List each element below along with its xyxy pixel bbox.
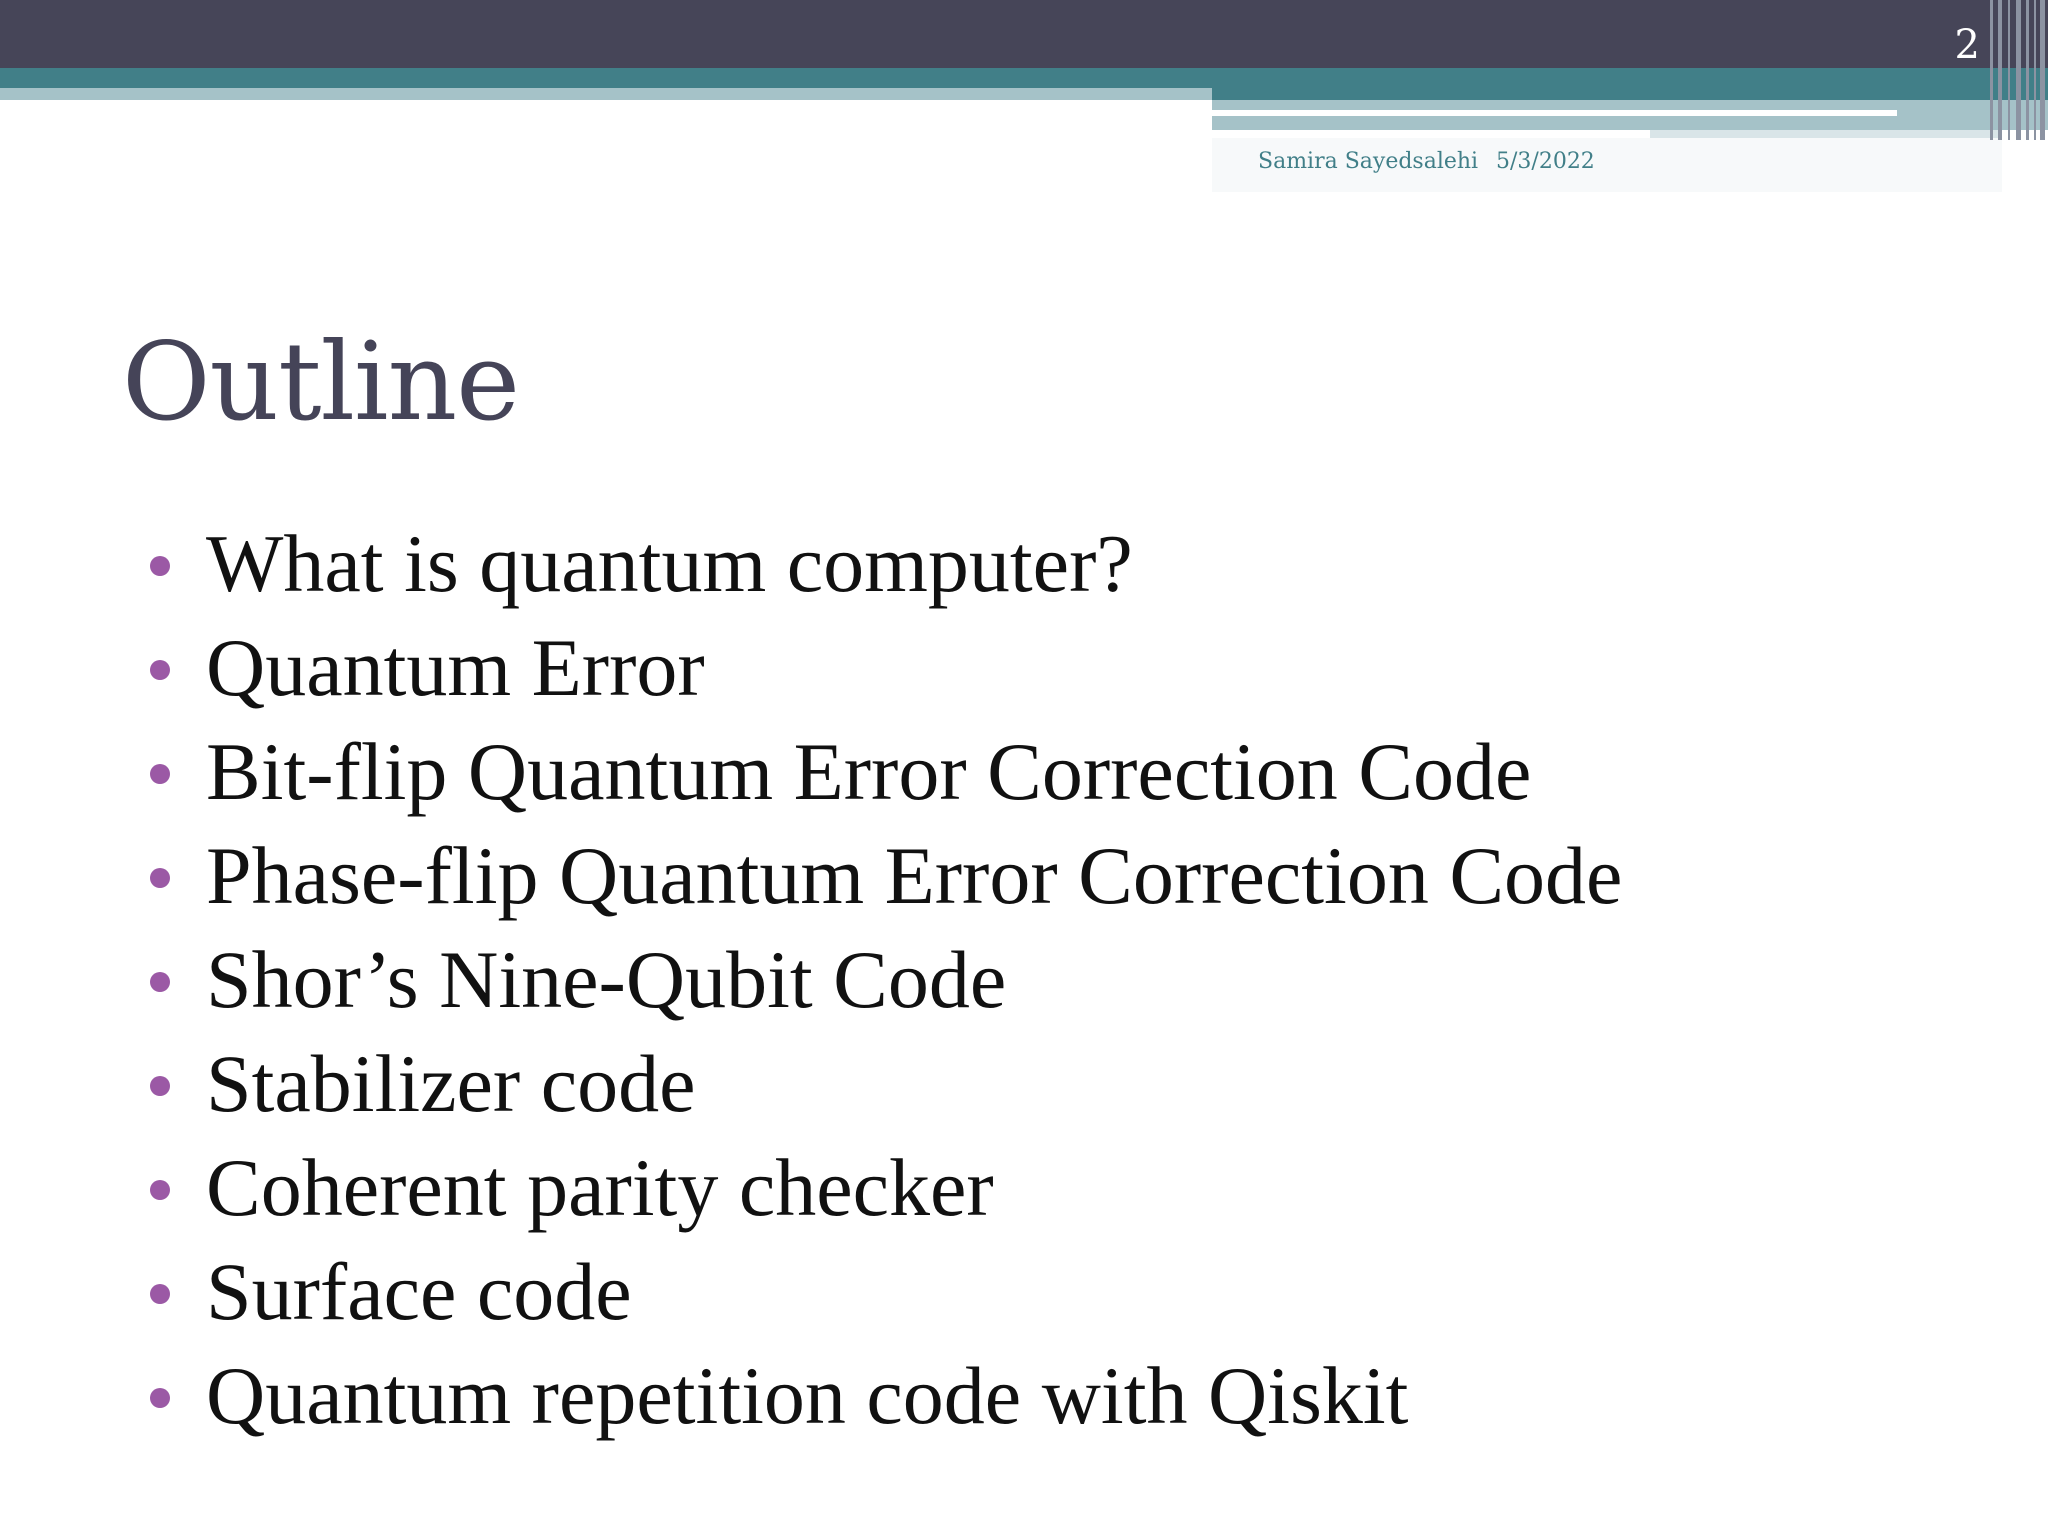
header-dark-band [0, 0, 2048, 68]
bullet-text: Surface code [206, 1246, 632, 1337]
bullet-dot-icon [150, 1388, 170, 1408]
slide-number: 2 [1954, 22, 1980, 68]
footer-date: 5/3/2022 [1496, 149, 1595, 174]
header-notch [1650, 130, 2000, 138]
header-vertical-stripes [1986, 0, 2048, 140]
bullet-text: Bit-flip Quantum Error Correction Code [206, 726, 1532, 817]
bullet-text: Quantum Error [206, 622, 705, 713]
footer-author: Samira Sayedsalehi [1258, 149, 1479, 174]
bullet-dot-icon [150, 660, 170, 680]
bullet-text: Quantum repetition code with Qiskit [206, 1350, 1409, 1441]
bullet-dot-icon [150, 764, 170, 784]
bullet-text: What is quantum computer? [206, 518, 1133, 609]
bullet-dot-icon [150, 868, 170, 888]
header-white-accent-line [1212, 110, 1897, 116]
bullet-dot-icon [150, 556, 170, 576]
bullet-text: Coherent parity checker [206, 1142, 994, 1233]
bullet-text: Stabilizer code [206, 1038, 696, 1129]
bullet-dot-icon [150, 1076, 170, 1096]
bullet-dot-icon [150, 972, 170, 992]
bullet-text: Shor’s Nine-Qubit Code [206, 934, 1007, 1025]
bullet-dot-icon [150, 1180, 170, 1200]
header-teal-band-right [1212, 88, 2048, 100]
bullet-dot-icon [150, 1284, 170, 1304]
header-teal-band [0, 68, 2048, 88]
bullet-text: Phase-flip Quantum Error Correction Code [206, 830, 1623, 921]
slide-title: Outline [122, 320, 520, 445]
header-light-band-left [0, 88, 1212, 100]
